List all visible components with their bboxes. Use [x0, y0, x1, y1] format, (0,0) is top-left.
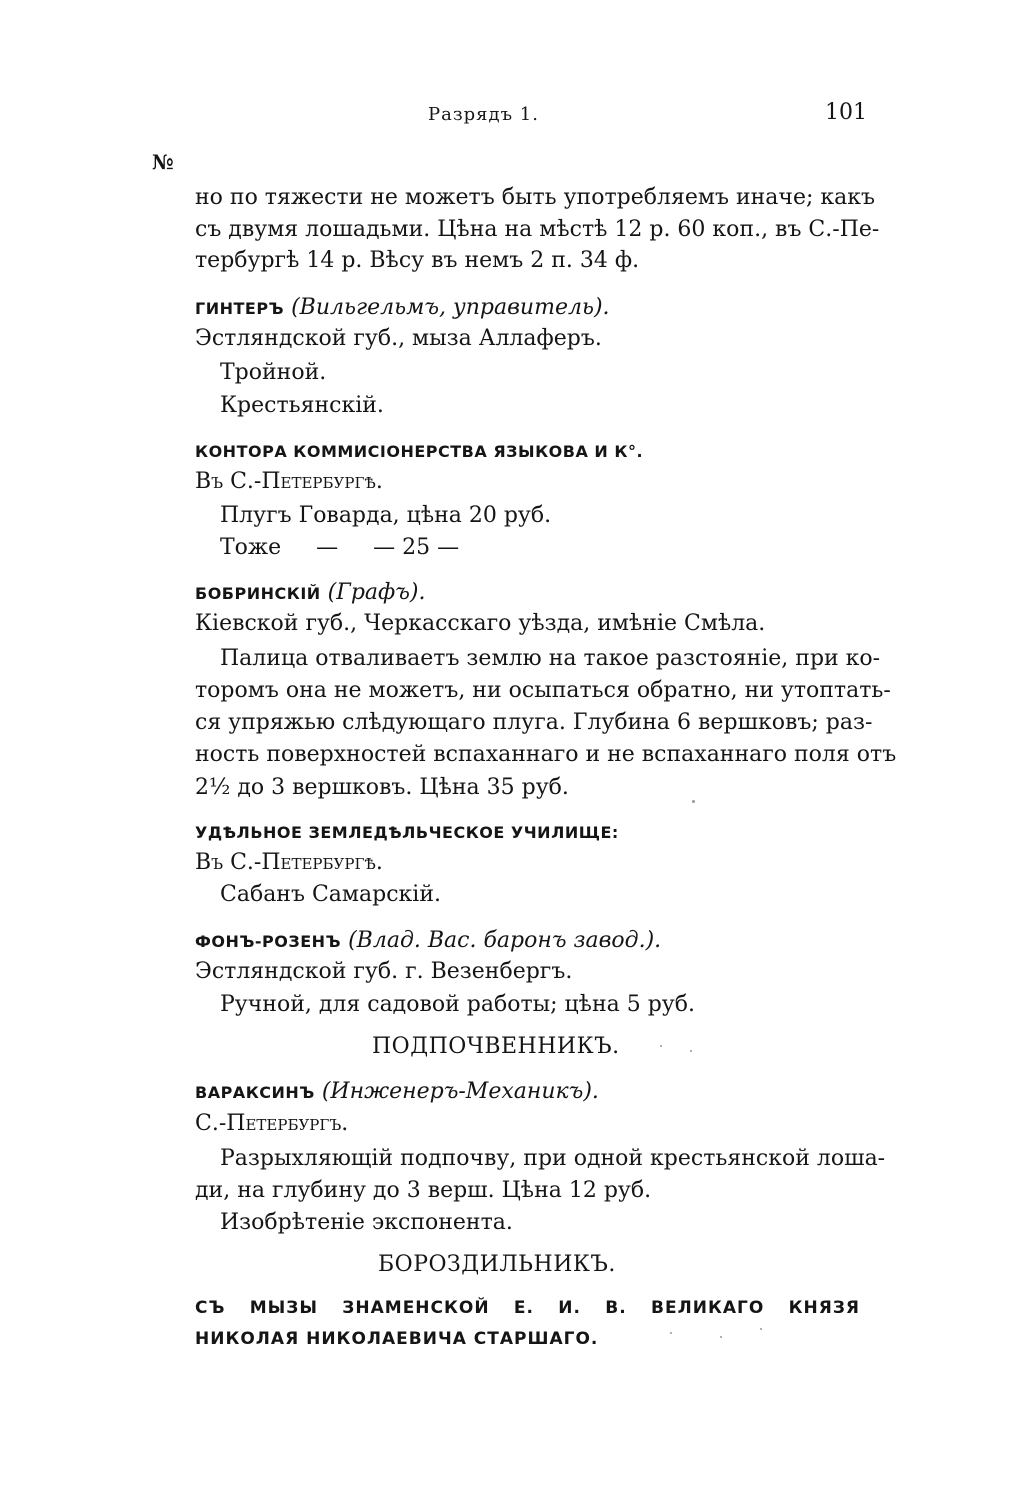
entry-ginter-item-2: Крестьянскій.: [220, 393, 384, 418]
entry-ginter-location: Эстляндской губ., мыза Аллаферъ.: [195, 326, 602, 351]
entry-kontora-item-2: Тоже — — 25 —: [220, 535, 460, 560]
entry-kontora-heading: [195, 436, 643, 467]
scan-speck: [690, 1050, 692, 1052]
exhibitor-note: (Инженеръ-Механикъ).: [321, 1079, 599, 1104]
entry-udelnoe-heading: [195, 817, 619, 848]
entry-ginter-heading: [195, 293, 610, 324]
continuation-line-3: тербургѣ 14 р. Вѣсу въ немъ 2 п. 34 ф.: [195, 248, 640, 273]
section-heading-podpochvennik: ПОДПОЧВЕННИКЪ.: [372, 1034, 620, 1059]
entry-bobrinsky-line-4: ность поверхностей вспаханнаго и не вспаханнаго поля отъ: [195, 742, 897, 767]
entry-varaksin-location: С.-Петербургъ.: [195, 1111, 349, 1136]
entry-udelnoe-location: Въ С.-Петербургѣ.: [195, 850, 383, 875]
entry-varaksin-heading: [195, 1077, 599, 1108]
running-header: Разрядъ 1.: [428, 104, 539, 125]
entry-bobrinsky-location: Кіевской губ., Черкасскаго уѣзда, имѣніе Смѣла.: [195, 611, 766, 636]
entry-fonrozen-location: Эстляндской губ. г. Везенбергъ.: [195, 959, 573, 984]
entry-ginter-item-1: Тройной.: [220, 360, 327, 385]
entry-fonrozen-item-1: Ручной, для садовой работы; цѣна 5 руб.: [220, 992, 695, 1017]
exhibitor-name: ГИНТЕРЪ: [195, 299, 285, 318]
scan-speck: [670, 1332, 672, 1334]
exhibitor-note: (Влад. Вас. баронъ завод.).: [348, 928, 662, 953]
page-number: 101: [825, 100, 867, 125]
entry-znamenskaya-line-1: СЪ МЫЗЫ ЗНАМЕНСКОЙ Е. И. В. ВЕЛИКАГО КНЯЗЯ: [195, 1298, 860, 1318]
number-mark: №: [152, 150, 174, 174]
entry-kontora-item-1: Плугъ Говарда, цѣна 20 руб.: [220, 503, 552, 528]
entry-varaksin-line-3: Изобрѣтеніе экспонента.: [220, 1210, 513, 1235]
exhibitor-name: БОБРИНСКІЙ: [195, 584, 321, 603]
scan-speck: [760, 1328, 762, 1330]
exhibitor-name: ВАРАКСИНЪ: [195, 1083, 315, 1102]
entry-bobrinsky-line-3: ся упряжью слѣдующаго плуга. Глубина 6 вершковъ; раз-: [195, 710, 873, 735]
section-heading-borozdilnik: БОРОЗДИЛЬНИКЪ.: [378, 1252, 616, 1277]
entry-bobrinsky-line-2: торомъ она не можетъ, ни осыпаться обратно, ни утоптать-: [195, 678, 891, 703]
entry-znamenskaya-line-2: НИКОЛАЯ НИКОЛАЕВИЧА СТАРШАГО.: [195, 1329, 599, 1349]
continuation-line-1: но по тяжести не можетъ быть употребляемъ иначе; какъ: [195, 185, 875, 210]
entry-bobrinsky-heading: [195, 578, 425, 609]
entry-kontora-location: Въ С.-Петербургѣ.: [195, 469, 383, 494]
entry-varaksin-line-1: Разрыхляющій подпочву, при одной крестьянской лоша-: [220, 1146, 886, 1171]
entry-udelnoe-item-1: Сабанъ Самарскій.: [220, 882, 441, 907]
exhibitor-note: (Вильгельмъ, управитель).: [291, 295, 610, 320]
entry-varaksin-line-2: ди, на глубину до 3 верш. Цѣна 12 руб.: [195, 1178, 652, 1203]
exhibitor-note: (Графъ).: [327, 580, 426, 605]
scan-speck: [692, 800, 695, 803]
entry-fonrozen-heading: [195, 926, 661, 957]
exhibitor-name: УДѢЛЬНОЕ ЗЕМЛЕДѢЛЬЧЕСКОЕ УЧИЛИЩЕ:: [195, 823, 619, 842]
exhibitor-name: КОНТОРА КОММИСІОНЕРСТВА ЯЗЫКОВА И К°.: [195, 442, 644, 461]
exhibitor-name: ФОНЪ-РОЗЕНЪ: [195, 932, 342, 951]
entry-bobrinsky-line-5: 2½ до 3 вершковъ. Цѣна 35 руб.: [195, 775, 569, 800]
scan-speck: [720, 1336, 722, 1338]
entry-bobrinsky-line-1: Палица отваливаетъ землю на такое разстояніе, при ко-: [220, 646, 881, 671]
scan-speck: [660, 1045, 662, 1047]
continuation-line-2: съ двумя лошадьми. Цѣна на мѣстѣ 12 р. 60 коп., въ С.-Пе-: [195, 217, 880, 242]
